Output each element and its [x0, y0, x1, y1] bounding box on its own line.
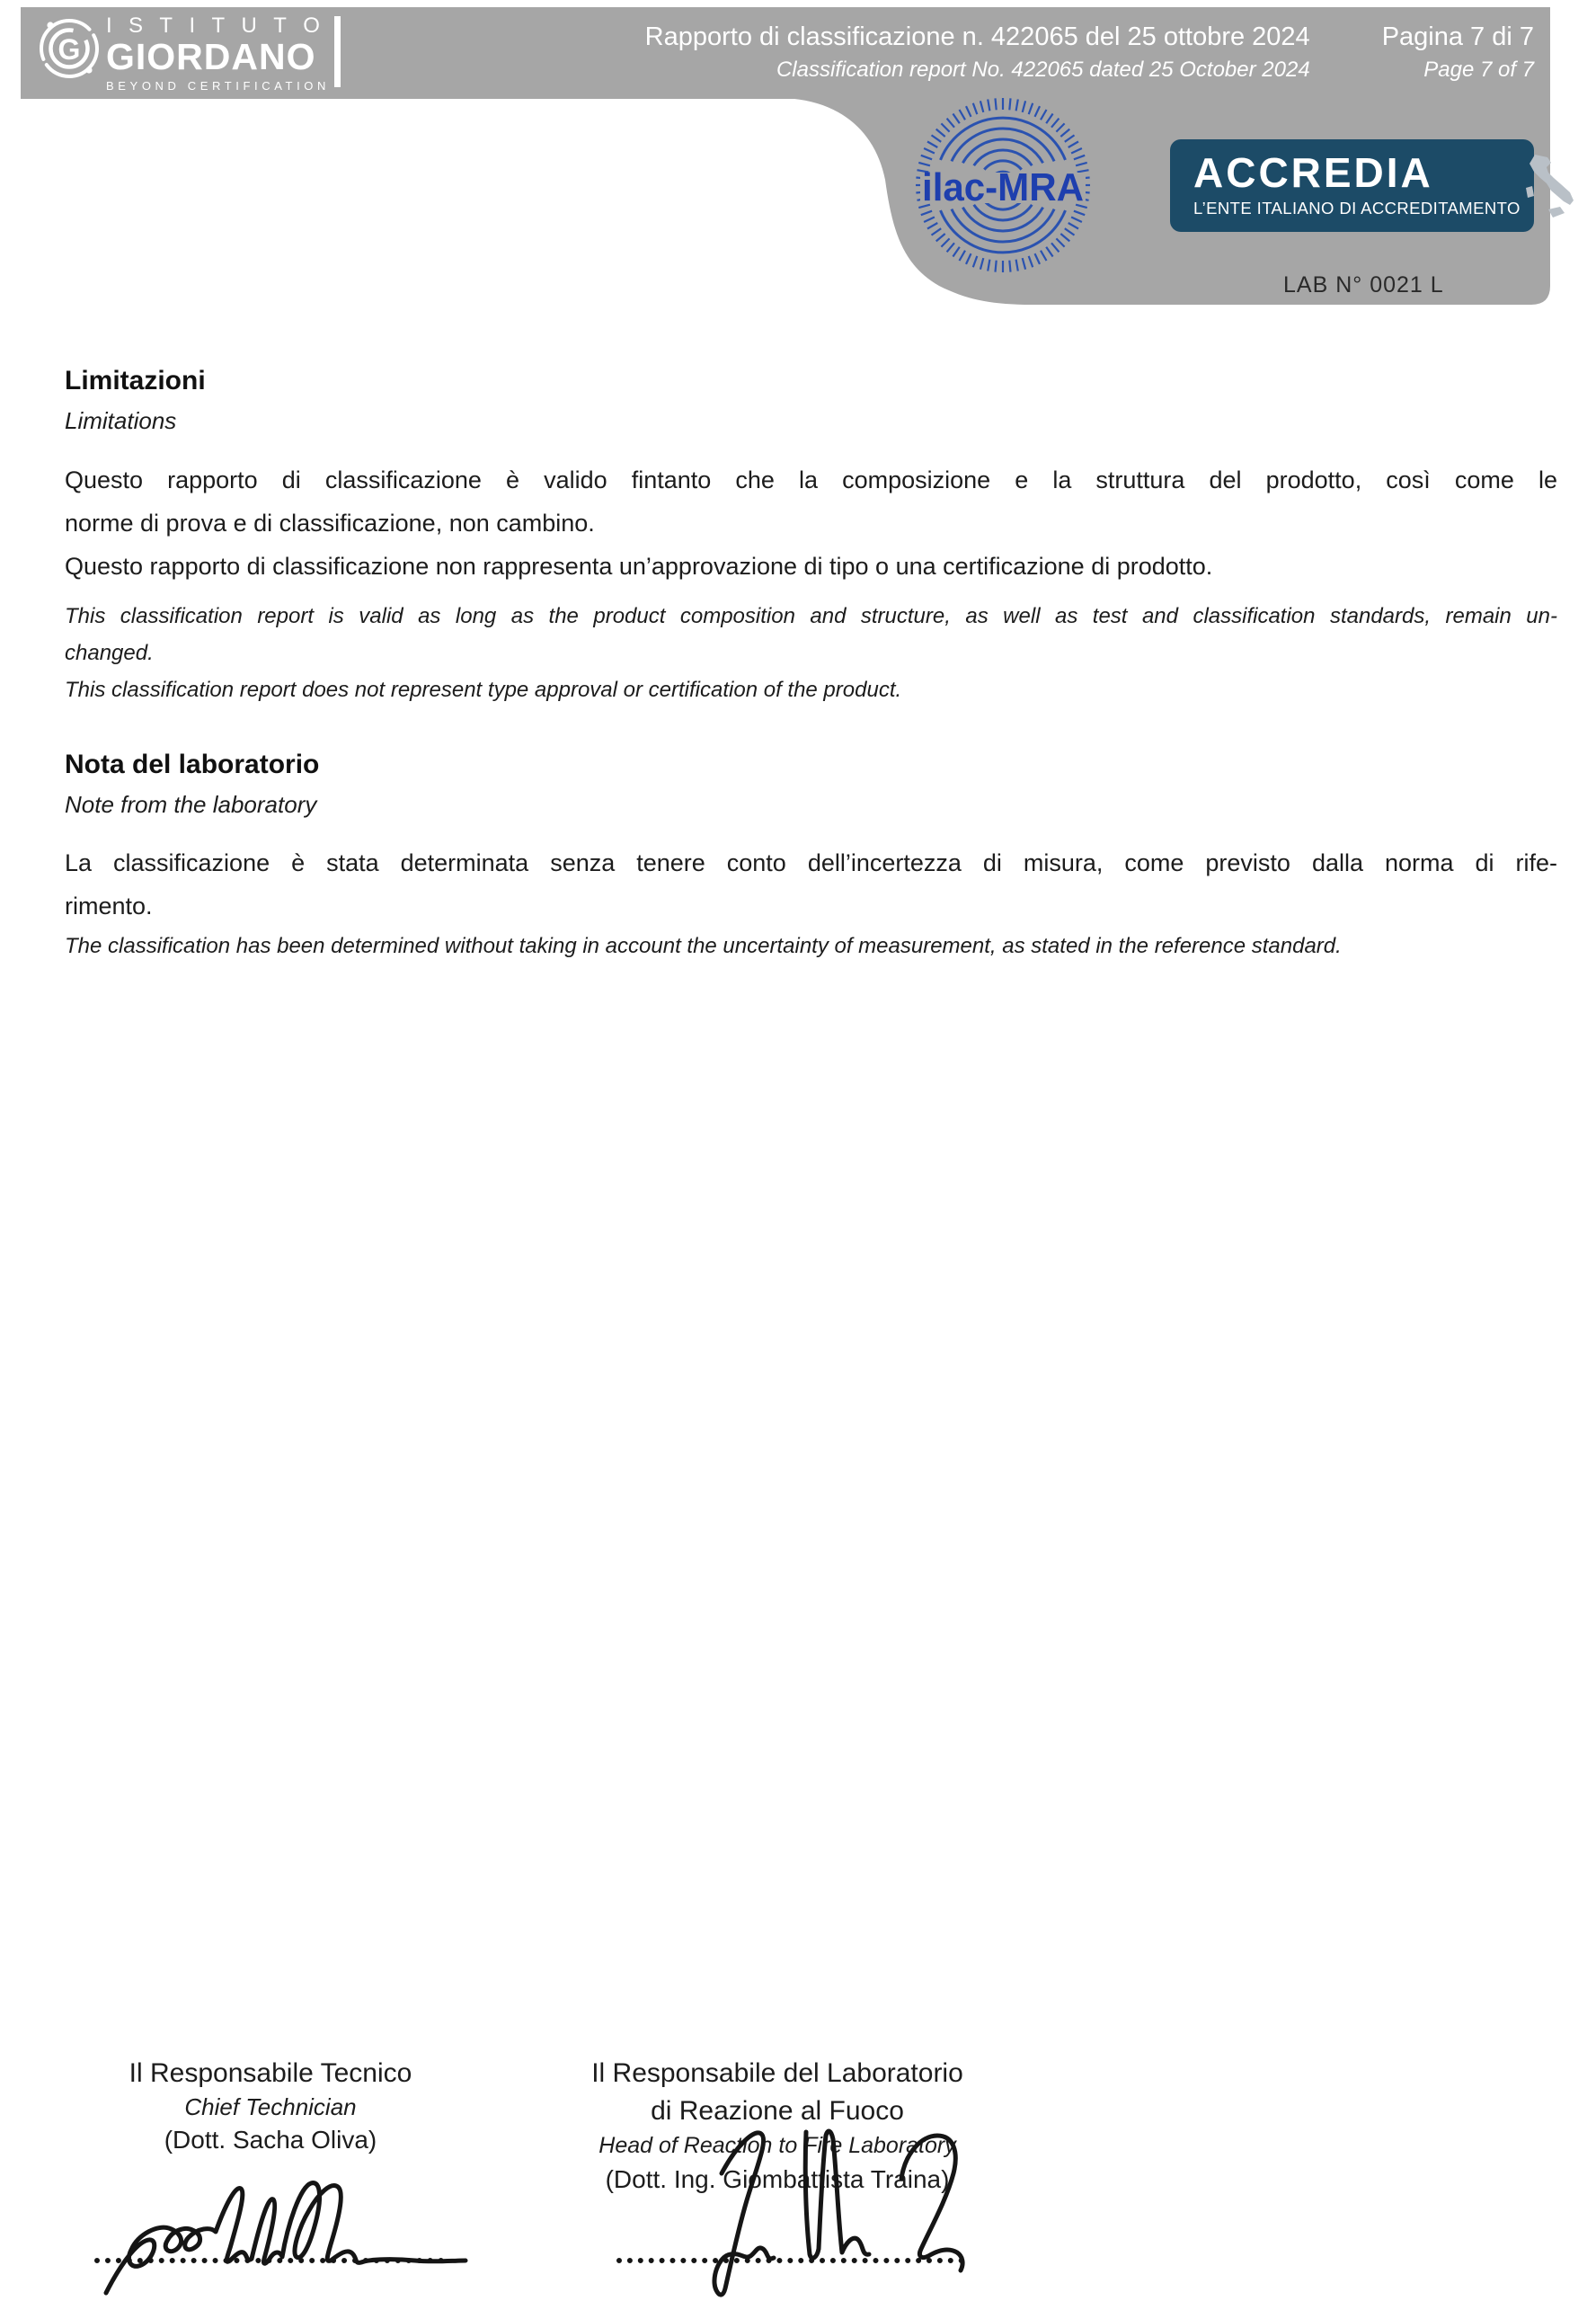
paragraph-italian [65, 458, 1557, 588]
section-limitazioni [65, 364, 1557, 708]
text-line: Questo rapporto di classificazione è valido fintanto che la composizione e la struttura del prodotto, così come le [65, 466, 1557, 493]
section-heading-it: Nota del laboratorio [65, 750, 320, 779]
text-line: La classificazione è stata determinata senza tenere conto dell’incertezza di misura, come previsto dalla norma di rife- [65, 849, 1557, 876]
accredia-logo [1170, 139, 1534, 232]
text-line: This classification report is valid as long as the product composition and structure, as well as test and classification standards, remain un- [65, 604, 1557, 628]
accredia-text [1193, 149, 1521, 232]
text-line: This classification report does not represent type approval or certification of the product. [65, 678, 902, 702]
signer-name: (Dott. Sacha Oliva) [164, 2126, 377, 2154]
text-line: Questo rapporto di classificazione non rappresenta un’approvazione di tipo o una certificazione di prodotto. [65, 553, 1213, 580]
accredia-name-label: ACCREDIA [1193, 149, 1433, 196]
document-body [65, 364, 1557, 964]
signature-block-technician [76, 2055, 465, 2159]
section-heading-en: Limitations [65, 407, 177, 434]
paragraph-english [65, 598, 1557, 708]
role-title-it-line1: Il Responsabile del Laboratorio [591, 2058, 963, 2088]
text-line: rimento. [65, 893, 153, 920]
section-heading-en: Note from the laboratory [65, 791, 317, 818]
logo-istituto-label: I S T I T U T O [106, 13, 320, 38]
signer-name: (Dott. Ing. Giombattista Traina) [605, 2165, 950, 2193]
logo-divider-bar [334, 16, 341, 87]
signature-traina [661, 2121, 1020, 2301]
page-indicator [1382, 22, 1534, 83]
text-line: norme di prova e di classificazione, non cambino. [65, 510, 595, 537]
text-line: The classification has been determined without taking in account the uncertainty of measurement, as stated in the reference standard. [65, 934, 1342, 958]
accredia-subtitle-label: L’ENTE ITALIANO DI ACCREDITAMENTO [1193, 199, 1521, 218]
paragraph-italian [65, 841, 1557, 928]
logo-giordano-label: GIORDANO [106, 36, 316, 77]
header-band-text [645, 22, 1534, 83]
role-title-it: Il Responsabile Tecnico [129, 2058, 412, 2088]
giordano-logo-icon [36, 14, 102, 83]
italy-map-icon [1521, 154, 1576, 226]
text-line: changed. [65, 641, 154, 665]
ilac-mra-label: ilac-MRA [922, 165, 1084, 209]
role-title-en: Chief Technician [184, 2093, 357, 2120]
page-indicator-en: Page 7 of 7 [1423, 58, 1534, 82]
ilac-mra-logo [913, 95, 1093, 275]
role-title-it-line2: di Reazione al Fuoco [651, 2096, 904, 2126]
giordano-logo-text [106, 13, 330, 93]
page-indicator-it: Pagina 7 di 7 [1381, 22, 1534, 51]
role-title-en: Head of Reaction to Fire Laboratory [598, 2133, 956, 2158]
report-title [645, 22, 1310, 83]
report-title-en: Classification report No. 422065 dated 25 October 2024 [776, 58, 1310, 82]
lab-number-label: LAB N° 0021 L [1283, 272, 1444, 298]
paragraph-english [65, 928, 1557, 964]
logo-tagline-label: BEYOND CERTIFICATION [106, 79, 330, 93]
svg-text:G: G [58, 33, 81, 66]
signature-oliva [99, 2171, 476, 2301]
report-title-it: Rapporto di classificazione n. 422065 del 25 ottobre 2024 [644, 22, 1310, 51]
section-heading-it: Limitazioni [65, 366, 206, 395]
section-nota-laboratorio [65, 748, 1557, 964]
